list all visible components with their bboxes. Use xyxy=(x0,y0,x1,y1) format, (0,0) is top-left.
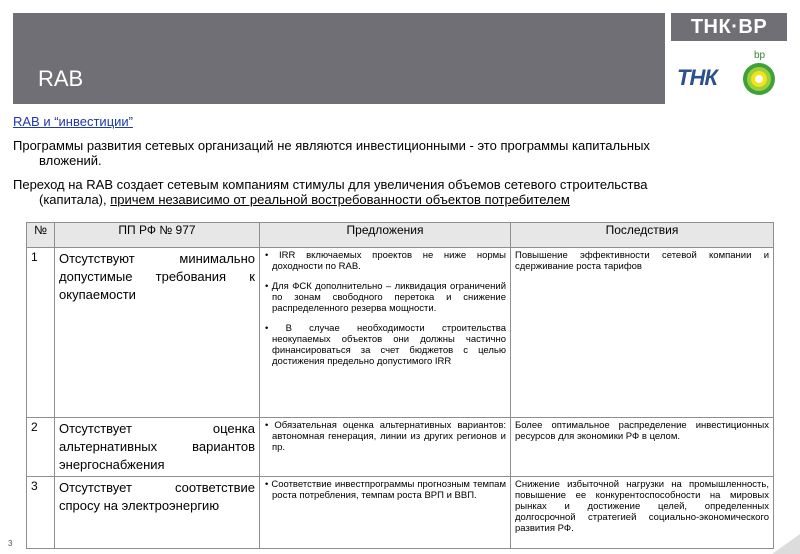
logo-tnk-text: ТНК xyxy=(677,65,717,90)
paragraph-programs xyxy=(13,138,773,168)
paragraph-rab-line2 xyxy=(13,192,788,207)
row-proposals xyxy=(260,477,511,549)
row-consequence: Снижение избыточной нагрузки на промышленность, повышение ее конкурентоспособности на мировых рынках и достижение целей, определенных долгосрочной стратегией социально-экономического развития РФ. xyxy=(511,477,774,549)
logo-bp-text: bp xyxy=(754,50,766,61)
table-row xyxy=(27,248,774,418)
title-bar xyxy=(13,13,665,104)
paragraph-rab-plain: (капитала), xyxy=(39,192,111,207)
proposal-item: • Соответствие инвестпрограммы прогнозным темпам роста потребления, темпам роста ВРП и ВВП. xyxy=(265,479,506,501)
company-logo xyxy=(671,13,787,104)
proposal-item: • Обязательная оценка альтернативных вариантов: автономная генерация, линии из других регионов и пр. xyxy=(265,420,506,453)
row-pp-text: Отсутствуют минимально допустимые требования к окупаемости xyxy=(55,248,260,418)
paragraph-rab-transition xyxy=(13,177,788,207)
row-consequence: Повышение эффективности сетевой компании и сдерживание роста тарифов xyxy=(511,248,774,418)
paragraph-rab-line1: Переход на RAB создает сетевым компаниям стимулы для увеличения объемов сетевого строительства xyxy=(13,177,648,192)
header-num: № xyxy=(27,223,55,248)
proposals-table xyxy=(26,222,774,549)
header-proposals: Предложения xyxy=(260,223,511,248)
row-pp-text: Отсутствует оценка альтернативных вариантов энергоснабжения xyxy=(55,418,260,477)
section-subtitle: RAB и “инвестиции” xyxy=(13,114,133,129)
proposal-item: • Для ФСК дополнительно – ликвидация ограничений по зонам свободного перетока и снижение распределенного резерва мощности. xyxy=(265,281,506,314)
proposal-item: • IRR включаемых проектов не ниже нормы доходности по RAB. xyxy=(265,250,506,272)
row-number: 1 xyxy=(27,248,55,418)
page-title: RAB xyxy=(38,66,84,91)
header-pp: ПП РФ № 977 xyxy=(55,223,260,248)
row-consequence: Более оптимальное распределение инвестиционных ресурсов для экономики РФ в целом. xyxy=(511,418,774,477)
header-consequences: Последствия xyxy=(511,223,774,248)
paragraph-programs-line1: Программы развития сетевых организаций не являются инвестиционными - это программы капитальных xyxy=(13,138,650,153)
table-row xyxy=(27,418,774,477)
logo-brand-text: ТНК·ВР xyxy=(671,13,787,41)
bp-helios-icon xyxy=(741,61,777,97)
page-number: 3 xyxy=(8,539,13,548)
page-corner xyxy=(772,534,800,554)
row-proposals xyxy=(260,418,511,477)
proposal-item: • В случае необходимости строительства неокупаемых объектов они должны частично финансироваться за счет бюджетов с целью достижения предельно допустимого IRR xyxy=(265,323,506,367)
row-pp-text: Отсутствует соответствие спросу на электроэнергию xyxy=(55,477,260,549)
paragraph-programs-line2: вложений. xyxy=(39,153,102,168)
paragraph-rab-underlined: причем независимо от реальной востребованности объектов потребителем xyxy=(110,192,570,207)
row-number: 3 xyxy=(27,477,55,549)
row-proposals xyxy=(260,248,511,418)
table-row xyxy=(27,477,774,549)
table-header-row xyxy=(27,223,774,248)
row-number: 2 xyxy=(27,418,55,477)
